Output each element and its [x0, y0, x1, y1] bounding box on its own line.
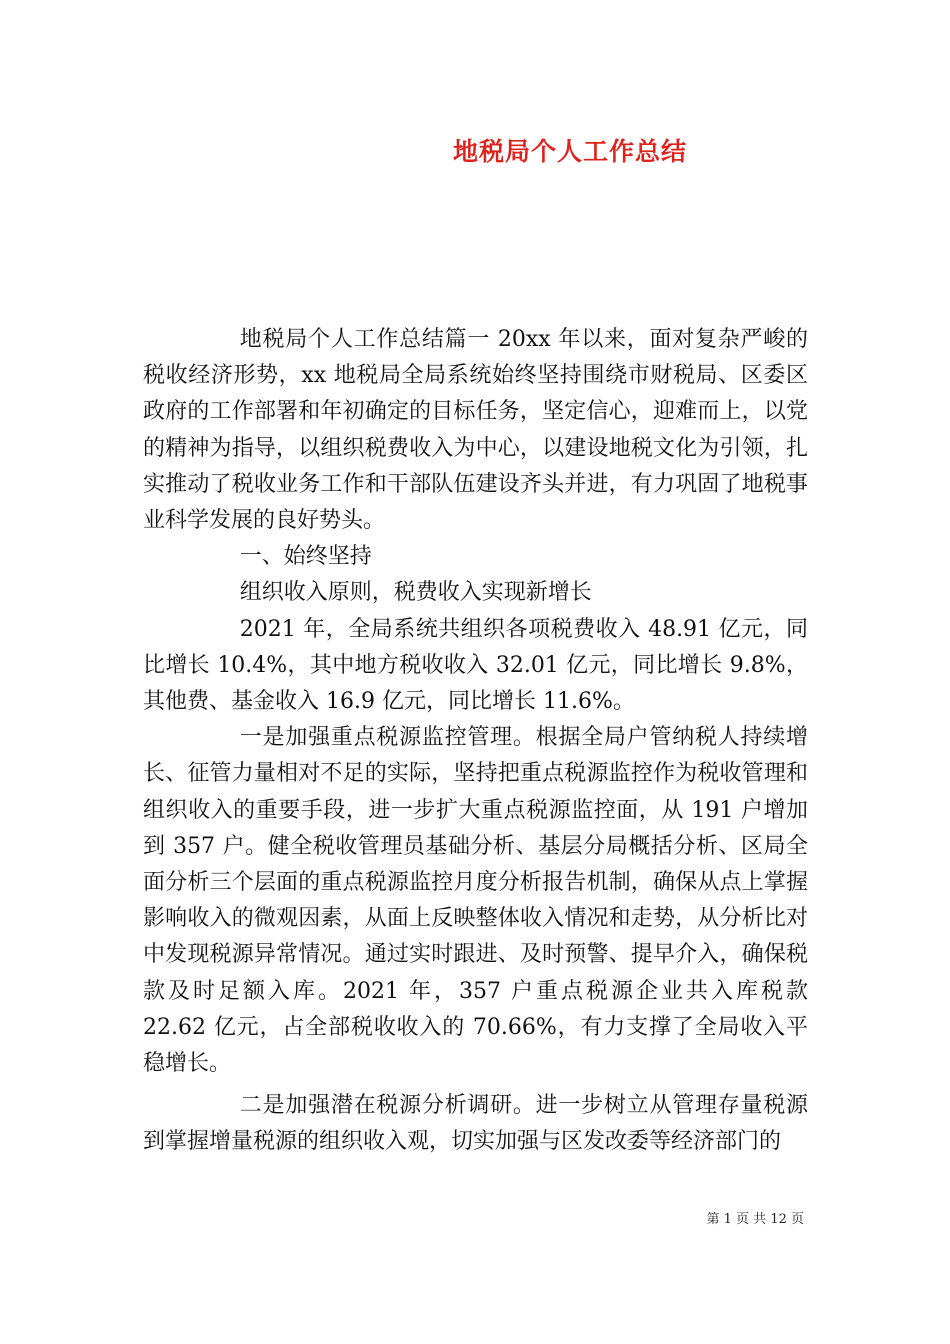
- document-body: [143, 322, 808, 1161]
- document-title: 地税局个人工作总结: [452, 137, 687, 166]
- paragraph-intro: 地税局个人工作总结篇一 20xx 年以来，面对复杂严峻的税收经济形势，xx 地税局全局系统始终坚持围绕市财税局、区委区政府的工作部署和年初确定的目标任务，坚定信心，迎难而上，以党的精神为指导，以组织税费收入为中心，以建设地税文化为引领，扎实推动了税收业务工作和干部队伍建设齐头并进，有力巩固了地税事业科学发展的良好势头。: [143, 327, 808, 534]
- paragraph-revenue: 2021 年，全局系统共组织各项税费收入 48.91 亿元，同比增长 10.4%，其中地方税收收入 32.01 亿元，同比增长 9.8%，其他费、基金收入 16.9 亿元，同比增长 11.6%。: [143, 616, 808, 715]
- section-heading-1: 一、始终坚持: [239, 544, 372, 570]
- paragraph-potential-tax-sources: 二是加强潜在税源分析调研。进一步树立从管理存量税源到掌握增量税源的组织收入观，切实加强与区发改委等经济部门的: [143, 1093, 808, 1155]
- page-number: 第 1 页 共 12 页: [706, 1212, 804, 1227]
- section-subheading-1: 组织收入原则，税费收入实现新增长: [239, 580, 592, 606]
- paragraph-key-tax-sources: 一是加强重点税源监控管理。根据全局户管纳税人持续增长、征管力量相对不足的实际，坚持把重点税源监控作为税收管理和组织收入的重要手段，进一步扩大重点税源监控面，从 191 户增加到 357 户。健全税收管理员基础分析、基层分局概括分析、区局全面分析三个层面的重点税源监控月度分析报告机制，确保从点上掌握影响收入的微观因素，从面上反映整体收入情况和走势，从分析比对中发现税源异常情况。通过实时跟进、及时预警、提早介入，确保税款及时足额入库。2021 年，357 户重点税源企业共入库税款 22.62 亿元，占全部税收收入的 70.66%，有力支撑了全局收入平稳增长。: [143, 725, 808, 1077]
